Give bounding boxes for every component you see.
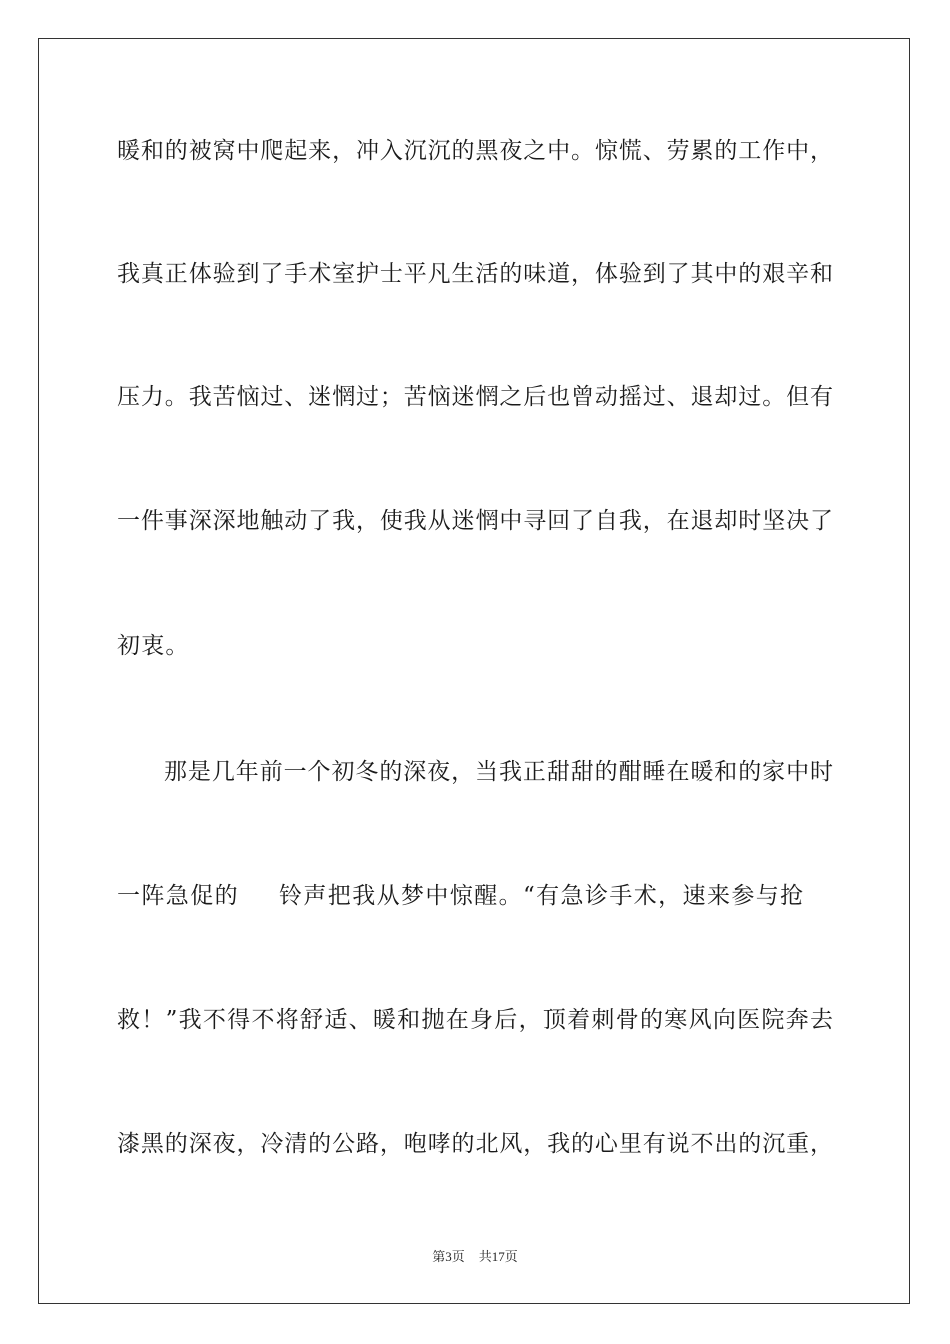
page-total: 共17页 [478,1249,518,1264]
text-line-1: 暖和的被窝中爬起来，冲入沉沉的黑夜之中。惊慌、劳累的工作中， [117,138,833,164]
text-line-5: 初衷。 [117,633,190,659]
text-line-4: 一件事深深地触动了我，使我从迷惘中寻回了自我，在退却时坚决了 [117,508,833,534]
text-line-6-paragraph-start: 那是几年前一个初冬的深夜，当我正甜甜的酣睡在暖和的家中时 [164,759,833,785]
text-line-7-part-2: 铃声把我从梦中惊醒。“有急诊手术，速来参与抢 [279,883,805,909]
text-line-2: 我真正体验到了手术室护士平凡生活的味道，体验到了其中的艰辛和 [117,261,833,287]
text-line-3: 压力。我苦恼过、迷惘过；苦恼迷惘之后也曾动摇过、退却过。但有 [117,384,833,410]
page-number: 第3页 [432,1249,465,1264]
page-footer [0,1248,950,1266]
page-border [38,38,910,1304]
text-line-8: 救！”我不得不将舒适、暖和抛在身后，顶着刺骨的寒风向医院奔去 [117,1007,833,1033]
text-line-7 [117,881,833,911]
text-line-7-part-1: 一阵急促的 [117,883,239,909]
text-line-9: 漆黑的深夜，冷清的公路，咆哮的北风，我的心里有说不出的沉重， [117,1131,833,1157]
